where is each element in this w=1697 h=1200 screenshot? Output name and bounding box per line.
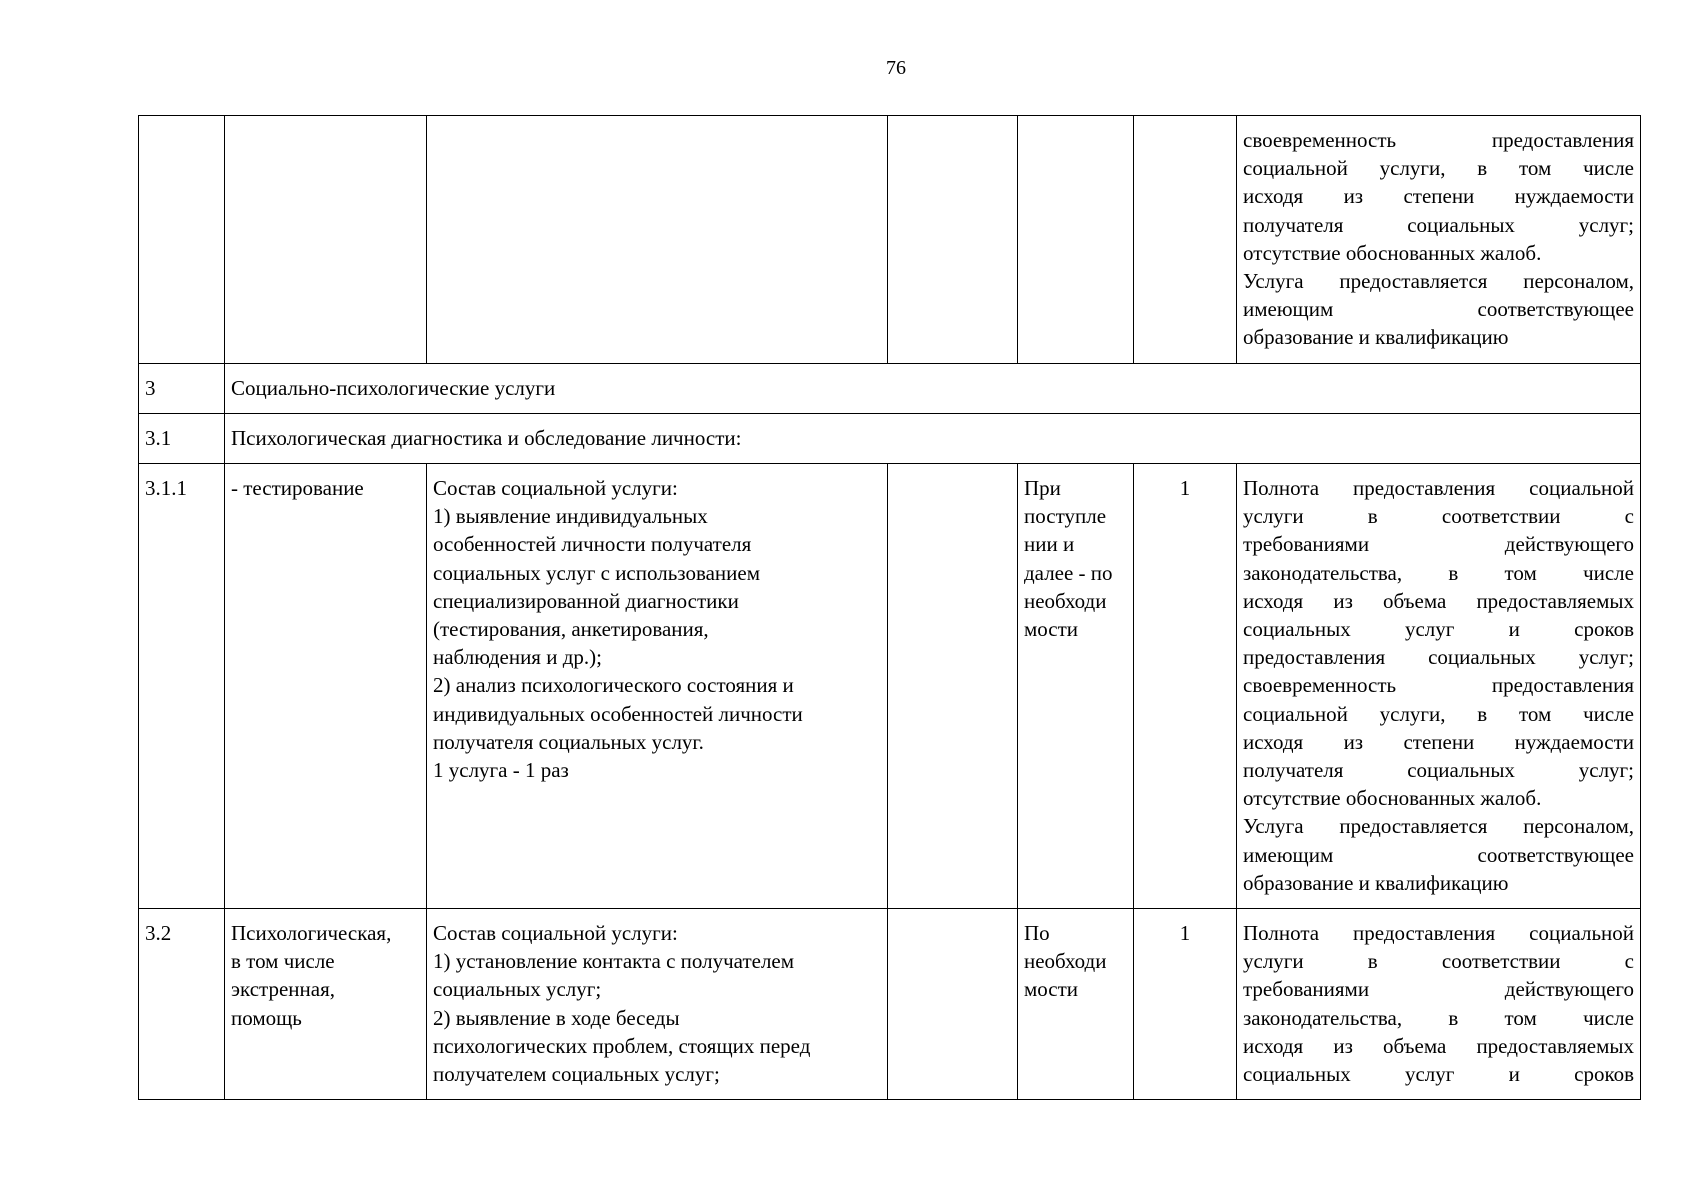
section-num: 3.1 bbox=[139, 414, 225, 464]
cell-norm bbox=[888, 116, 1018, 364]
period-line: При bbox=[1024, 476, 1061, 500]
criteria-line: социальных услуг и сроков bbox=[1243, 1062, 1634, 1087]
cell-num: 3.2 bbox=[139, 909, 225, 1100]
criteria-line: исходя из объема предоставляемых bbox=[1243, 1033, 1634, 1058]
period-line: мости bbox=[1024, 617, 1079, 642]
criteria-line: социальных услуг и сроков bbox=[1243, 617, 1634, 642]
criteria-line: своевременность предоставления bbox=[1243, 128, 1634, 152]
criteria-line: образование и квалификацию bbox=[1243, 870, 1509, 895]
content-line: 1) установление контакта с получателем bbox=[433, 949, 795, 974]
criteria-line: получателя социальных услуг; bbox=[1243, 758, 1634, 783]
content-line: 2) анализ психологического состояния и bbox=[433, 673, 794, 698]
cell-count: 1 bbox=[1134, 464, 1237, 909]
criteria-line: получателя социальных услуг; bbox=[1243, 212, 1634, 237]
cell-norm bbox=[888, 464, 1018, 909]
content-line: психологических проблем, стоящих перед bbox=[433, 1033, 811, 1058]
name-line: экстренная, bbox=[231, 977, 335, 1002]
content-line: получателя социальных услуг. bbox=[433, 729, 704, 754]
cell-content bbox=[427, 464, 888, 909]
criteria-line: исходя из степени нуждаемости bbox=[1243, 729, 1634, 754]
cell-period bbox=[1018, 116, 1134, 364]
criteria-line: имеющим соответствующее bbox=[1243, 842, 1634, 867]
period-line: поступле bbox=[1024, 504, 1107, 529]
table-row-section bbox=[139, 414, 1641, 464]
page-number: 76 bbox=[886, 57, 906, 79]
cell-content bbox=[427, 909, 888, 1100]
name-line: - тестирование bbox=[231, 476, 364, 500]
name-line: помощь bbox=[231, 1005, 302, 1030]
criteria-line: Услуга предоставляется персоналом, bbox=[1243, 814, 1634, 839]
content-line: социальных услуг; bbox=[433, 977, 602, 1002]
cell-num: 3.1.1 bbox=[139, 464, 225, 909]
cell-period bbox=[1018, 909, 1134, 1100]
period-line: мости bbox=[1024, 977, 1079, 1002]
services-table bbox=[138, 115, 1641, 1100]
cell-norm bbox=[888, 909, 1018, 1100]
table-row-continuation bbox=[139, 116, 1641, 364]
criteria-line: своевременность предоставления bbox=[1243, 673, 1634, 698]
criteria-line: услуги в соответствии с bbox=[1243, 504, 1634, 529]
content-line: индивидуальных особенностей личности bbox=[433, 701, 803, 726]
content-line: 1) выявление индивидуальных bbox=[433, 504, 708, 529]
criteria-line: законодательства, в том числе bbox=[1243, 560, 1634, 585]
section-num: 3 bbox=[139, 364, 225, 414]
cell-count bbox=[1134, 116, 1237, 364]
criteria-line: Полнота предоставления социальной bbox=[1243, 476, 1634, 500]
content-line: социальных услуг с использованием bbox=[433, 560, 760, 585]
criteria-line: образование и квалификацию bbox=[1243, 325, 1509, 350]
name-line: в том числе bbox=[231, 949, 335, 974]
criteria-line: Полнота предоставления социальной bbox=[1243, 921, 1634, 945]
cell-criteria bbox=[1237, 909, 1641, 1100]
period-line: далее - по bbox=[1024, 560, 1113, 585]
cell-name bbox=[225, 464, 427, 909]
criteria-line: отсутствие обоснованных жалоб. bbox=[1243, 240, 1542, 265]
table-row-3-2 bbox=[139, 909, 1641, 1100]
criteria-line: требованиями действующего bbox=[1243, 977, 1634, 1002]
criteria-line: социальной услуги, в том числе bbox=[1243, 701, 1634, 726]
content-line: специализированной диагностики bbox=[433, 588, 739, 613]
content-line: (тестирования, анкетирования, bbox=[433, 617, 709, 642]
name-line: Психологическая, bbox=[231, 921, 392, 945]
criteria-line: имеющим соответствующее bbox=[1243, 297, 1634, 322]
criteria-line: Услуга предоставляется персоналом, bbox=[1243, 269, 1634, 294]
cell-num bbox=[139, 116, 225, 364]
content-line: наблюдения и др.); bbox=[433, 645, 602, 670]
criteria-line: исходя из степени нуждаемости bbox=[1243, 184, 1634, 209]
criteria-line: социальной услуги, в том числе bbox=[1243, 156, 1634, 181]
section-title: Социально-психологические услуги bbox=[225, 364, 1641, 414]
criteria-line: услуги в соответствии с bbox=[1243, 949, 1634, 974]
content-line: Состав социальной услуги: bbox=[433, 476, 678, 500]
period-line: нии и bbox=[1024, 532, 1075, 557]
cell-content bbox=[427, 116, 888, 364]
content-line: 1 услуга - 1 раз bbox=[433, 758, 569, 783]
period-line: необходи bbox=[1024, 588, 1107, 613]
content-line: получателем социальных услуг; bbox=[433, 1062, 720, 1087]
content-line: особенностей личности получателя bbox=[433, 532, 752, 557]
content-line: 2) выявление в ходе беседы bbox=[433, 1005, 680, 1030]
criteria-line: предоставления социальных услуг; bbox=[1243, 645, 1634, 670]
criteria-line: исходя из объема предоставляемых bbox=[1243, 588, 1634, 613]
criteria-line: законодательства, в том числе bbox=[1243, 1005, 1634, 1030]
section-title: Психологическая диагностика и обследование личности: bbox=[225, 414, 1641, 464]
cell-count: 1 bbox=[1134, 909, 1237, 1100]
content-line: Состав социальной услуги: bbox=[433, 921, 678, 945]
cell-period bbox=[1018, 464, 1134, 909]
period-line: По bbox=[1024, 921, 1050, 945]
criteria-line: отсутствие обоснованных жалоб. bbox=[1243, 786, 1542, 811]
cell-criteria bbox=[1237, 464, 1641, 909]
cell-name bbox=[225, 116, 427, 364]
cell-criteria bbox=[1237, 116, 1641, 364]
table-row-section bbox=[139, 364, 1641, 414]
period-line: необходи bbox=[1024, 949, 1107, 974]
table-row-3-1-1 bbox=[139, 464, 1641, 909]
cell-name bbox=[225, 909, 427, 1100]
criteria-line: требованиями действующего bbox=[1243, 532, 1634, 557]
